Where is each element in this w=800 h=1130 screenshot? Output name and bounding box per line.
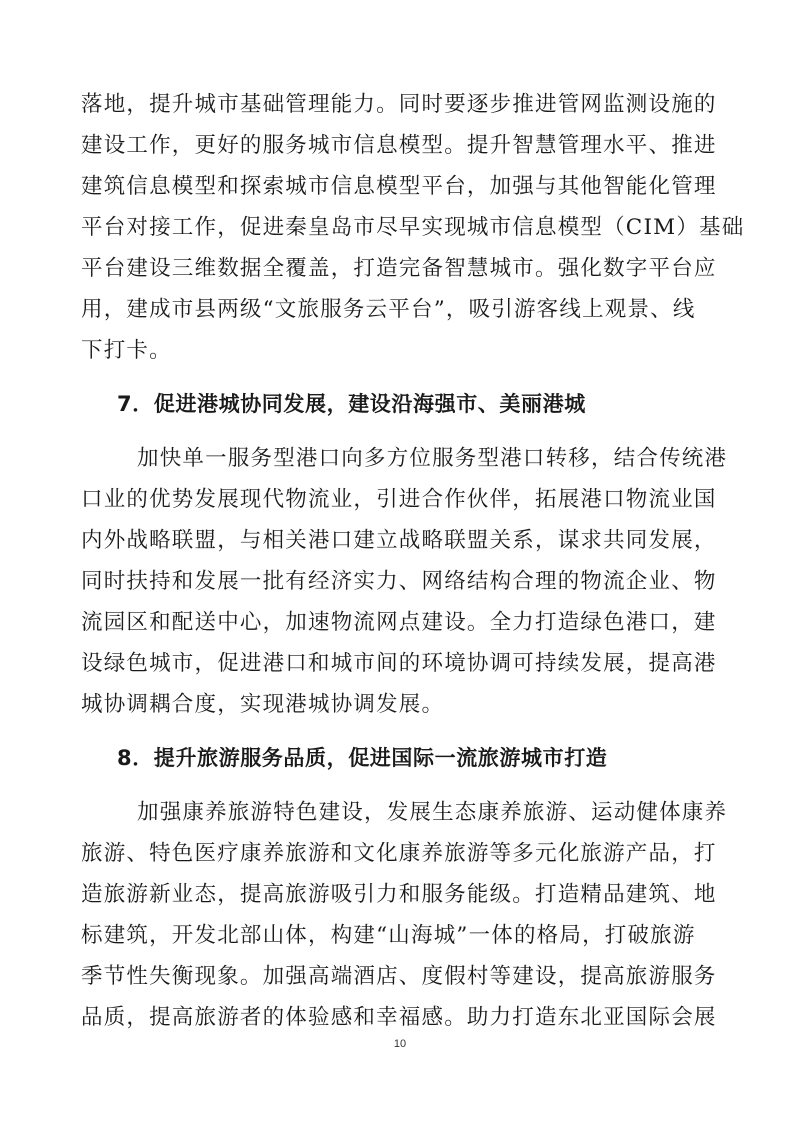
text-line: 平台对接工作，促进秦皇岛市尽早实现城市信息模型（CIM）基础 [81,215,745,240]
text-line: 内外战略联盟，与相关港口建立战略联盟关系，谋求共同发展， [81,528,717,553]
document-page [81,84,745,1038]
text-line: 品质，提高旅游者的体验感和幸福感。助力打造东北亚国际会展 [81,1005,717,1030]
text-line: 城协调耦合度，实现港城协调发展。 [81,692,445,717]
text-line: 落地，提升城市基础管理能力。同时要逐步推进管网监测设施的 [81,92,717,117]
text-line: 设绿色城市，促进港口和城市间的环境协调可持续发展，提高港 [81,651,717,676]
text-line: 建设工作，更好的服务城市信息模型。提升智慧管理水平、推进 [81,133,717,158]
section-8-heading: 8．提升旅游服务品质，促进国际一流旅游城市打造 [117,746,608,770]
text-line: 加强康养旅游特色建设，发展生态康养旅游、运动健体康养 [137,800,728,825]
text-line: 同时扶持和发展一批有经济实力、网络结构合理的物流企业、物 [81,569,717,594]
section-7-heading: 7．促进港城协同发展，建设沿海强市、美丽港城 [117,392,586,416]
text-line: 加快单一服务型港口向多方位服务型港口转移，结合传统港 [137,446,728,471]
paragraph-smart-city [81,84,745,371]
text-line: 用，建成市县两级“文旅服务云平台”，吸引游客线上观景、线 [81,297,696,322]
text-line: 建筑信息模型和探索城市信息模型平台，加强与其他智能化管理 [81,174,717,199]
text-line: 流园区和配送中心，加速物流网点建设。全力打造绿色港口，建 [81,610,717,635]
text-line: 平台建设三维数据全覆盖，打造完备智慧城市。强化数字平台应 [81,256,717,281]
page-number: 10 [393,1038,407,1050]
paragraph-port-city [81,438,728,725]
text-line: 口业的优势发展现代物流业，引进合作伙伴，拓展港口物流业国 [81,487,717,512]
paragraph-tourism [81,792,728,1038]
text-line: 下打卡。 [81,338,172,363]
text-line: 季节性失衡现象。加强高端酒店、度假村等建设，提高旅游服务 [81,964,717,989]
text-line: 标建筑，开发北部山体，构建“山海城”一体的格局，打破旅游 [81,923,696,948]
text-line: 旅游、特色医疗康养旅游和文化康养旅游等多元化旅游产品，打 [81,841,717,866]
text-line: 造旅游新业态，提高旅游吸引力和服务能级。打造精品建筑、地 [81,882,717,907]
